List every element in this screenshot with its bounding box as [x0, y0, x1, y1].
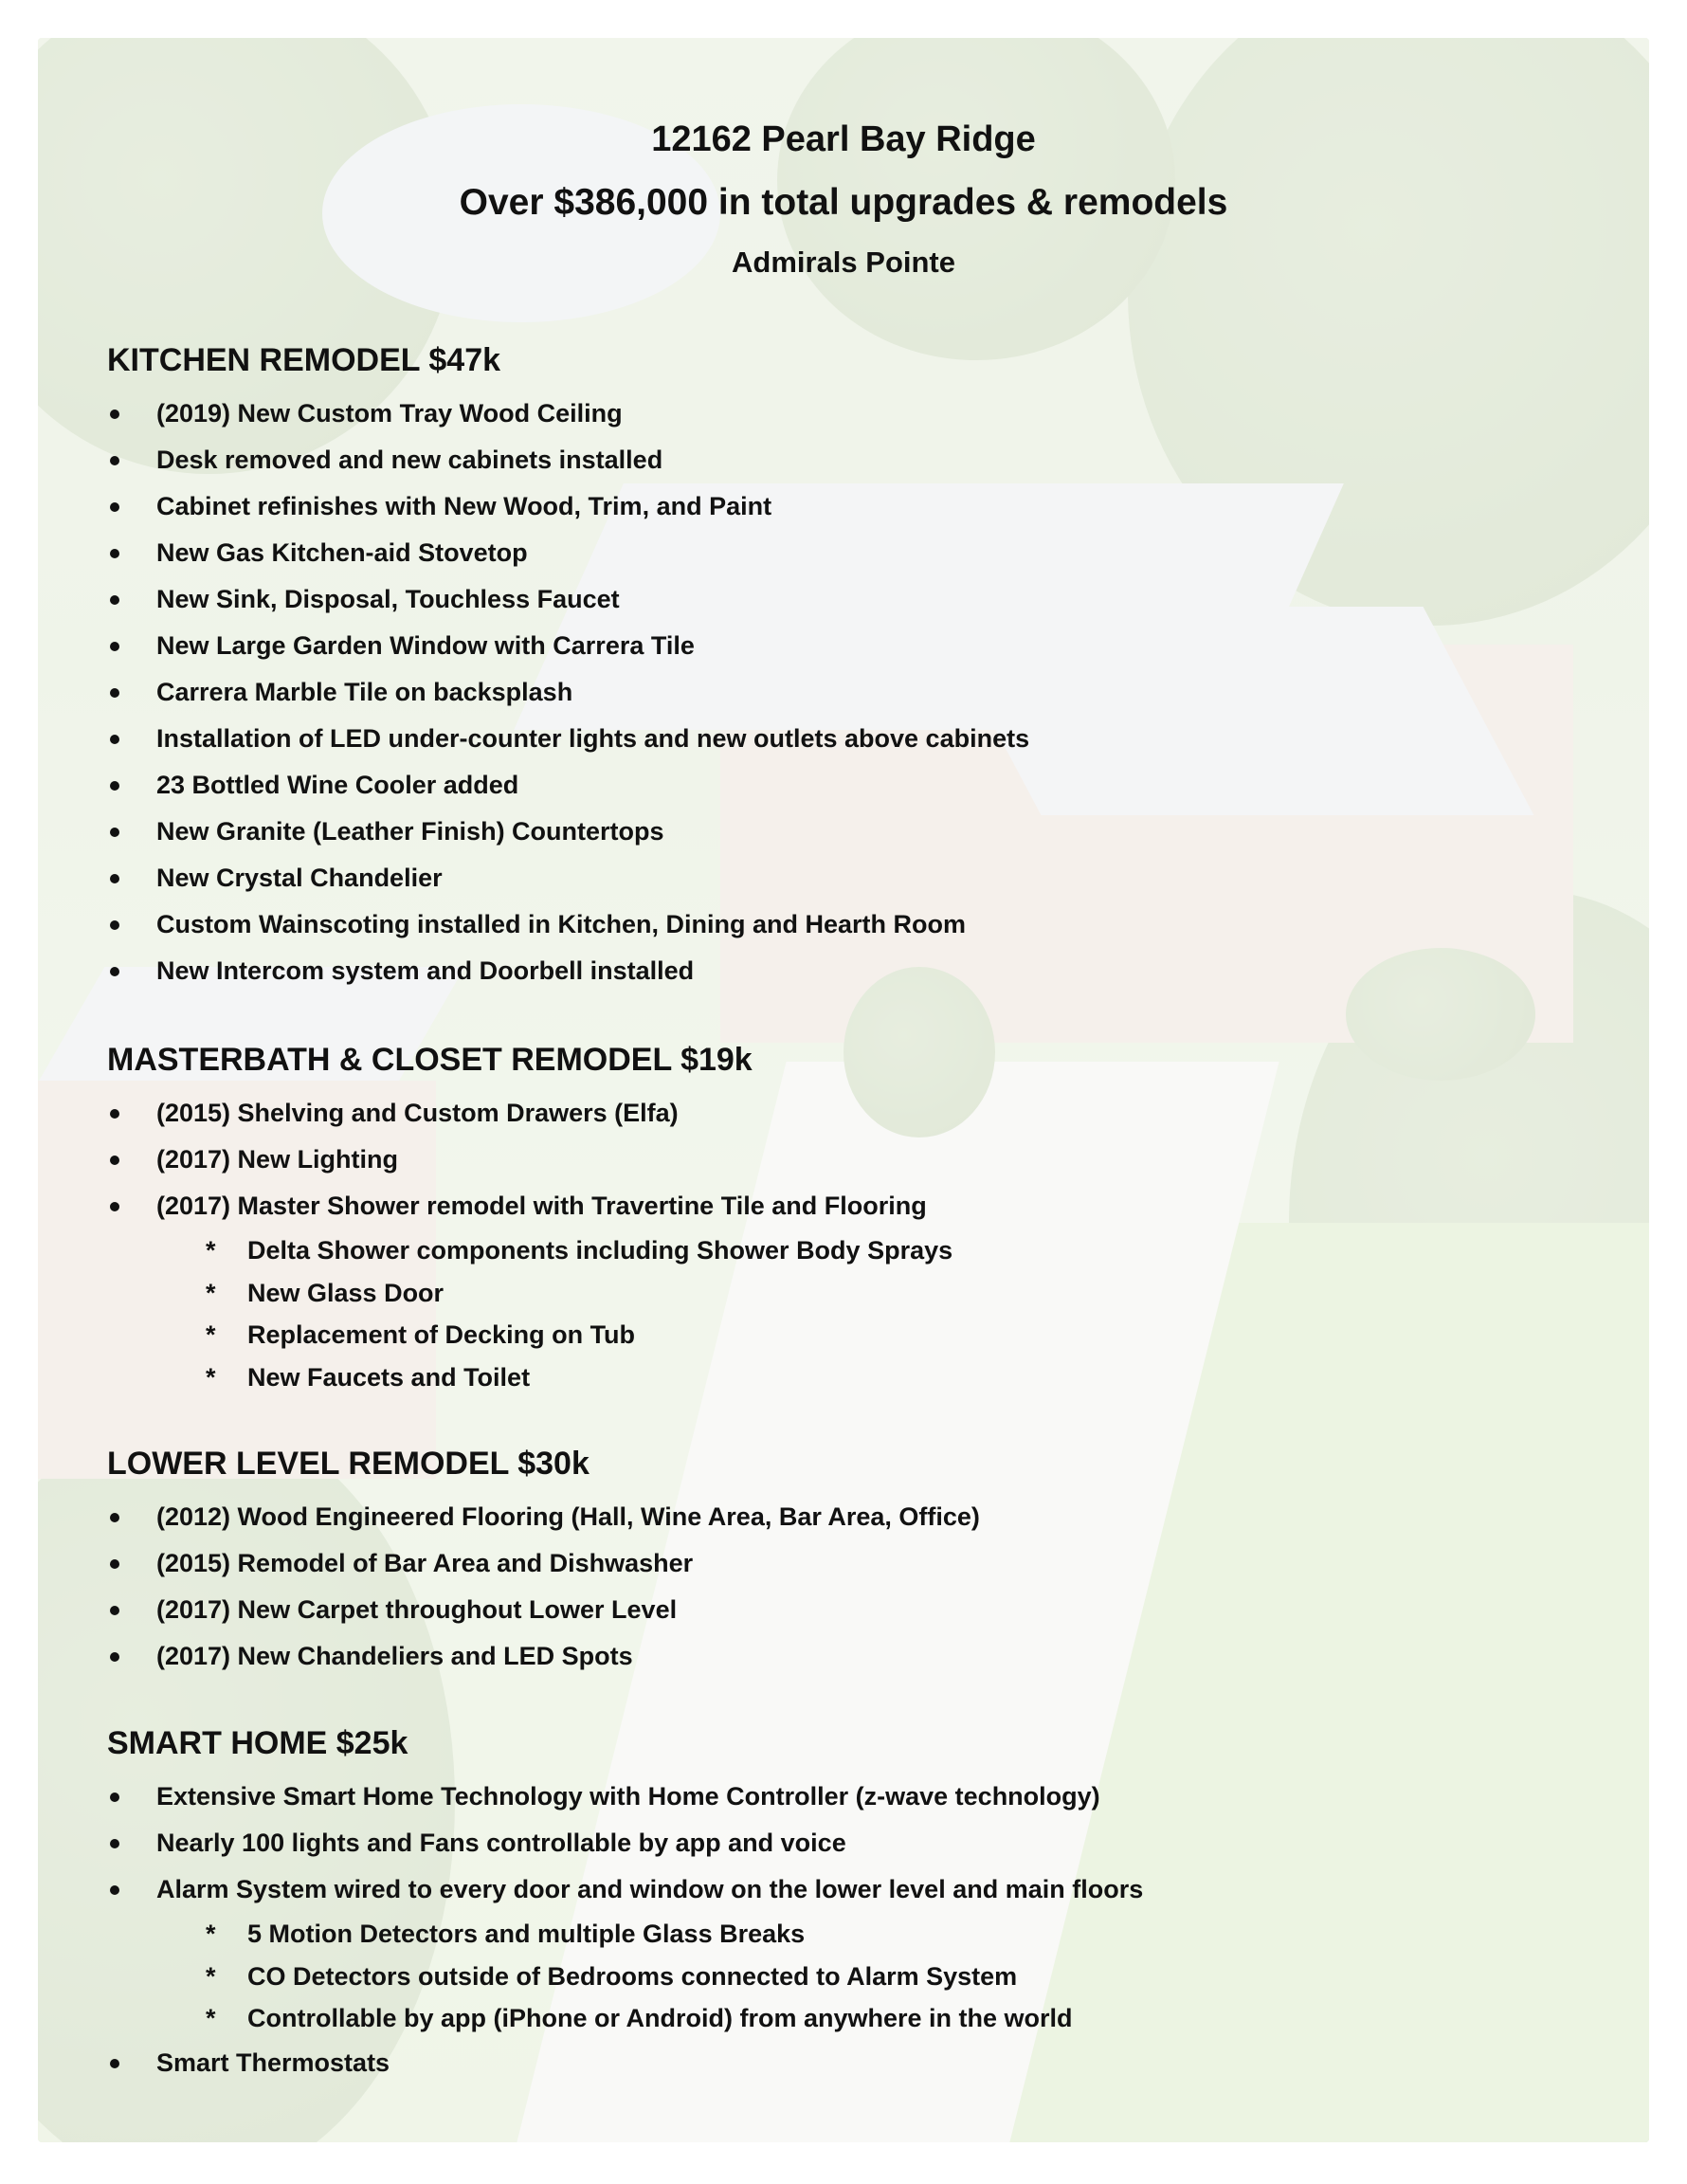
kitchen-list: [107, 391, 1586, 994]
sub-list-item: * Delta Shower components including Shower Body Sprays: [107, 1229, 1586, 1272]
list-item: Carrera Marble Tile on backsplash: [107, 669, 1586, 716]
list-item: New Gas Kitchen-aid Stovetop: [107, 530, 1586, 576]
list-item: Alarm System wired to every door and window on the lower level and main floors: [107, 1866, 1586, 1913]
list-item: New Sink, Disposal, Touchless Faucet: [107, 576, 1586, 623]
list-item: (2017) New Lighting: [107, 1137, 1586, 1183]
list-item: New Intercom system and Doorbell installed: [107, 948, 1586, 994]
section-title-smart-home: SMART HOME $25k: [107, 1725, 408, 1761]
smart-home-section: [107, 1720, 1586, 2086]
list-item: Custom Wainscoting installed in Kitchen, Dining and Hearth Room: [107, 901, 1586, 948]
community-name: Admirals Pointe: [732, 246, 955, 279]
sub-list-item: * New Faucets and Toilet: [107, 1356, 1586, 1399]
list-item: New Large Garden Window with Carrera Tile: [107, 623, 1586, 669]
sub-list-item: * New Glass Door: [107, 1272, 1586, 1315]
section-title-kitchen: KITCHEN REMODEL $47k: [107, 342, 501, 378]
smart-home-list: [107, 1774, 1586, 2086]
list-item: (2017) New Chandeliers and LED Spots: [107, 1633, 1586, 1680]
list-item: New Granite (Leather Finish) Countertops: [107, 809, 1586, 855]
list-item: Extensive Smart Home Technology with Home Controller (z-wave technology): [107, 1774, 1586, 1820]
sub-list-item: * Controllable by app (iPhone or Android) from anywhere in the world: [107, 1997, 1586, 2040]
list-item: Desk removed and new cabinets installed: [107, 437, 1586, 483]
list-item: (2017) New Carpet throughout Lower Level: [107, 1587, 1586, 1633]
lower-level-section: [107, 1441, 1586, 1680]
masterbath-list: [107, 1090, 1586, 1398]
upgrades-tagline: Over $386,000 in total upgrades & remodels: [459, 182, 1228, 223]
sub-list-item: * 5 Motion Detectors and multiple Glass Breaks: [107, 1913, 1586, 1956]
property-address: 12162 Pearl Bay Ridge: [651, 119, 1036, 159]
section-title-masterbath: MASTERBATH & CLOSET REMODEL $19k: [107, 1042, 753, 1078]
list-item: (2019) New Custom Tray Wood Ceiling: [107, 391, 1586, 437]
list-item: (2015) Shelving and Custom Drawers (Elfa): [107, 1090, 1586, 1137]
list-item: Smart Thermostats: [107, 2040, 1586, 2086]
list-item: (2017) Master Shower remodel with Travertine Tile and Flooring: [107, 1183, 1586, 1229]
sub-list-item: * CO Detectors outside of Bedrooms connected to Alarm System: [107, 1956, 1586, 1998]
list-item: (2015) Remodel of Bar Area and Dishwasher: [107, 1540, 1586, 1587]
list-item: Nearly 100 lights and Fans controllable by app and voice: [107, 1820, 1586, 1866]
list-item: 23 Bottled Wine Cooler added: [107, 762, 1586, 809]
section-title-lower-level: LOWER LEVEL REMODEL $30k: [107, 1446, 590, 1482]
kitchen-section: [107, 337, 1586, 994]
flyer-header: [0, 109, 1687, 289]
list-item: (2012) Wood Engineered Flooring (Hall, Wine Area, Bar Area, Office): [107, 1494, 1586, 1540]
lower-level-list: [107, 1494, 1586, 1680]
list-item: New Crystal Chandelier: [107, 855, 1586, 901]
list-item: Cabinet refinishes with New Wood, Trim, and Paint: [107, 483, 1586, 530]
list-item: Installation of LED under-counter lights and new outlets above cabinets: [107, 716, 1586, 762]
sub-list-item: * Replacement of Decking on Tub: [107, 1314, 1586, 1356]
masterbath-section: [107, 1037, 1586, 1398]
